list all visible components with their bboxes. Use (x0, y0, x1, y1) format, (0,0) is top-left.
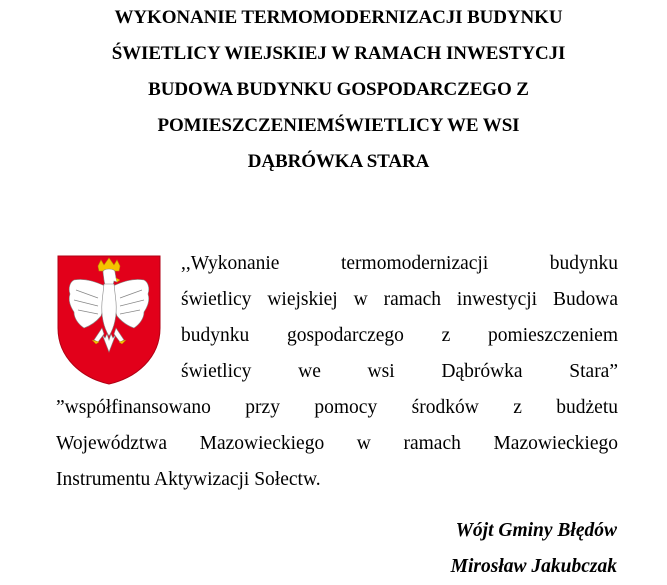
body-line-2: świetlicy wiejskiej w ramach inwestycji Budowa (181, 289, 618, 310)
body-line-4: świetlicy we wsi Dąbrówka Stara” (181, 361, 618, 382)
title-line-3: BUDOWA BUDYNKU GOSPODARCZEGO Z (148, 79, 529, 100)
body-line-7: Instrumentu Aktywizacji Sołectw. (56, 469, 321, 490)
body-line-1: ,,Wykonanie termomodernizacji budynku (181, 253, 618, 274)
body-line-5: ”współfinansowano przy pomocy środków z budżetu (56, 397, 618, 418)
signature-role: Wójt Gminy Błędów (455, 520, 617, 541)
body-line-3: budynku gospodarczego z pomieszczeniem (181, 325, 618, 346)
title-line-4: POMIESZCZENIEMŚWIETLICY WE WSI (157, 115, 520, 136)
title-line-1: WYKONANIE TERMOMODERNIZACJI BUDYNKU (114, 7, 563, 28)
signature-name: Mirosław Jakubczak (450, 556, 617, 577)
document-title (40, 0, 637, 180)
body-line-6: Województwa Mazowieckiego w ramach Mazowieckiego (56, 433, 618, 454)
title-line-2: ŚWIETLICY WIEJSKIEJ W RAMACH INWESTYCJI (111, 43, 566, 64)
mazovia-coat-of-arms-icon (56, 254, 162, 386)
title-line-5: DĄBRÓWKA STARA (247, 151, 430, 172)
